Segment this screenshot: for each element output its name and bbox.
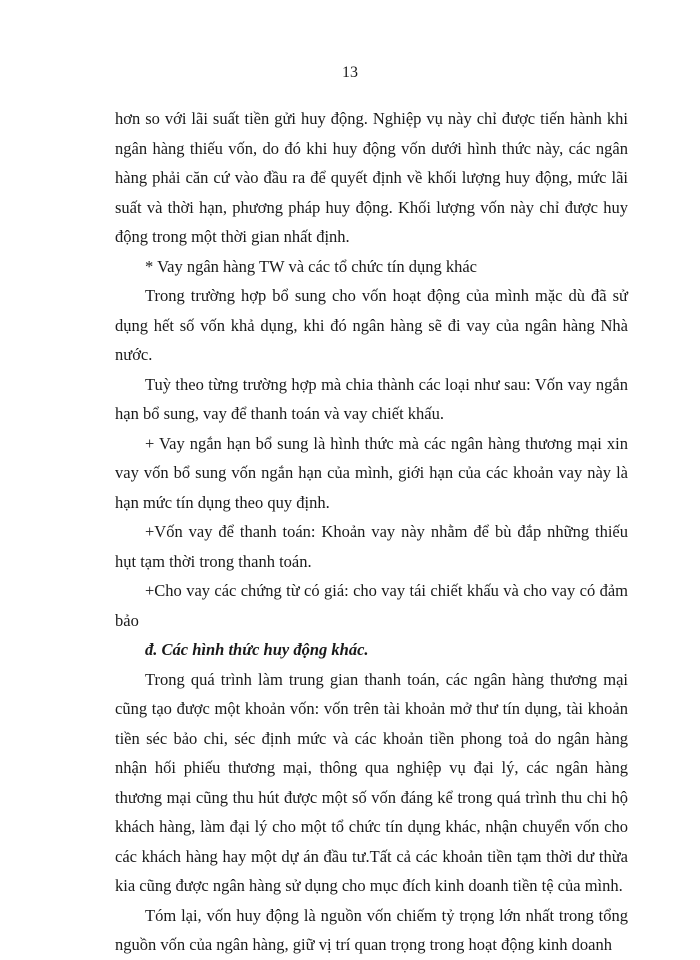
paragraph-payment-loan: +Vốn vay để thanh toán: Khoản vay này nhằm để bù đắp những thiếu hụt tạm thời trong thanh toán.	[115, 522, 628, 571]
paragraph-loan-central-bank-heading: * Vay ngân hàng TW và các tổ chức tín dụng khác	[145, 256, 477, 276]
paragraph-short-term-loan: + Vay ngắn hạn bổ sung là hình thức mà các ngân hàng thương mại xin vay vốn bổ sung vốn ngắn hạn của mình, giới hạn của các khoản vay này là hạn mức tín dụng theo quy định.	[115, 433, 628, 512]
paragraph-intermediary-payment: Trong quá trình làm trung gian thanh toán, các ngân hàng thương mại cũng tạo được một khoản vốn: vốn trên tài khoản mở thư tín dụng, tài khoản tiền séc bảo chi, séc định mức và các khoản tiền phong toả do ngân hàng nhận hối phiếu thương mại, thông qua nghiệp vụ đại lý, các ngân hàng thương mại cũng thu hút được một số vốn đáng kể trong quá trình thu chi hộ khách hàng, làm đại lý cho một tổ chức tín dụng khác, nhận chuyển vốn cho các khách hàng hay một dự án đầu tư.Tất cả các khoản tiền tạm thời dư thừa kia cũng được ngân hàng sử dụng cho mục đích kinh doanh tiền tệ của mình.	[115, 669, 628, 895]
paragraph-supplement-capital: Trong trường hợp bổ sung cho vốn hoạt động của mình mặc dù đã sử dụng hết số vốn khả dụng, khi đó ngân hàng sẽ đi vay của ngân hàng Nhà nước.	[115, 286, 628, 364]
section-heading-other-forms: đ. Các hình thức huy động khác.	[145, 640, 369, 659]
paragraph-continued: hơn so với lãi suất tiền gửi huy động. Nghiệp vụ này chỉ được tiến hành khi ngân hàng thiếu vốn, do đó khi huy động vốn dưới hình thức này, các ngân hàng phải căn cứ vào đầu ra để quyết định về khối lượng huy động, mức lãi suất và thời hạn, phương pháp huy động. Khối lượng vốn này chỉ được huy động trong một thời gian nhất định.	[115, 109, 628, 246]
paragraph-valuable-papers: +Cho vay các chứng từ có giá: cho vay tái chiết khấu và cho vay có đảm bảo	[115, 581, 628, 630]
page-body	[115, 104, 628, 960]
paragraph-summary: Tóm lại, vốn huy động là nguồn vốn chiếm tỷ trọng lớn nhất trong tổng nguồn vốn của ngân hàng, giữ vị trí quan trọng trong hoạt động kinh doanh	[115, 905, 628, 954]
paragraph-loan-types: Tuỳ theo từng trường hợp mà chia thành các loại như sau: Vốn vay ngắn hạn bổ sung, vay để thanh toán và vay chiết khấu.	[115, 374, 628, 423]
page-number: 13	[342, 64, 358, 81]
